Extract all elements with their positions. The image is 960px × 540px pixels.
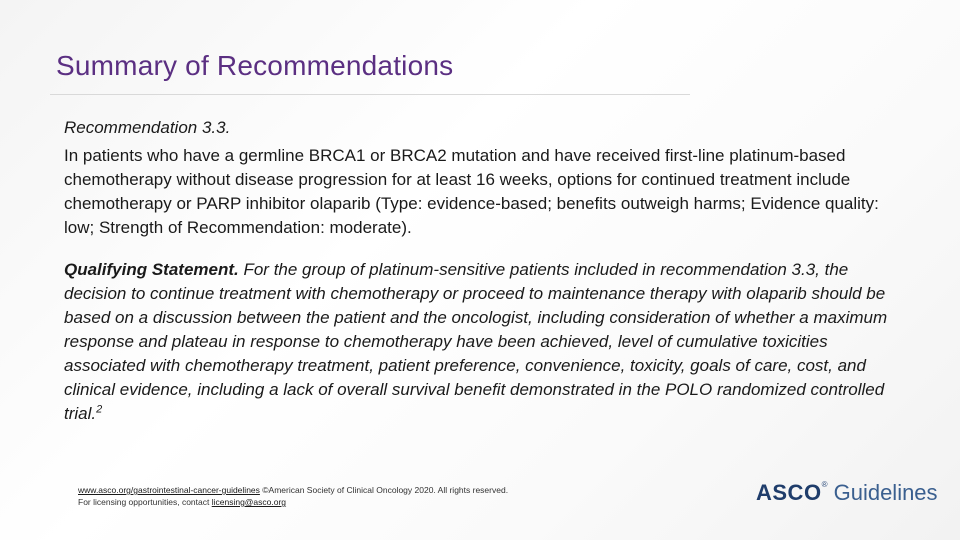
logo-registered-mark: ® <box>821 480 828 489</box>
logo-brand: ASCO <box>756 480 822 505</box>
recommendation-body: In patients who have a germline BRCA1 or BRCA2 mutation and have received first-line platinum-based chemotherapy without disease progression for at least 16 weeks, options for continued treatment include chemotherapy or PARP inhibitor olaparib (Type: evidence-based; benefits outweigh harms; Evidence quality: low; Strength of Recommendation: moderate). <box>64 146 879 237</box>
recommendation-heading: Recommendation 3.3. <box>64 118 231 137</box>
asco-guidelines-logo <box>756 480 938 506</box>
footer <box>78 484 508 508</box>
qualifying-label: Qualifying Statement. <box>64 260 239 279</box>
licensing-text: For licensing opportunities, contact <box>78 497 212 507</box>
footer-line-1 <box>78 484 508 496</box>
qualifying-text: For the group of platinum-sensitive patients included in recommendation 3.3, the decision to continue treatment with chemotherapy or proceed to maintenance therapy with olaparib should be based on a discussion between the patient and the oncologist, including consideration of whether a maximum response and plateau in response to chemotherapy have been achieved, level of cumulative toxicities associated with chemotherapy treatment, patient preference, convenience, toxicity, goals of care, cost, and clinical evidence, including a lack of overall survival benefit demonstrated in the POLO randomized controlled trial. <box>64 260 888 423</box>
licensing-email-link[interactable]: licensing@asco.org <box>211 497 287 507</box>
guidelines-link[interactable]: www.asco.org/gastrointestinal-cancer-guidelines <box>78 485 260 495</box>
footer-line-2 <box>78 496 508 508</box>
title-divider <box>50 94 690 95</box>
copyright-text: ©American Society of Clinical Oncology 2020. All rights reserved. <box>259 485 509 495</box>
citation-superscript: 2 <box>96 403 103 416</box>
logo-word: Guidelines <box>833 480 938 505</box>
page-title: Summary of Recommendations <box>56 50 454 81</box>
qualifying-statement <box>64 258 904 426</box>
slide-content <box>64 116 904 426</box>
